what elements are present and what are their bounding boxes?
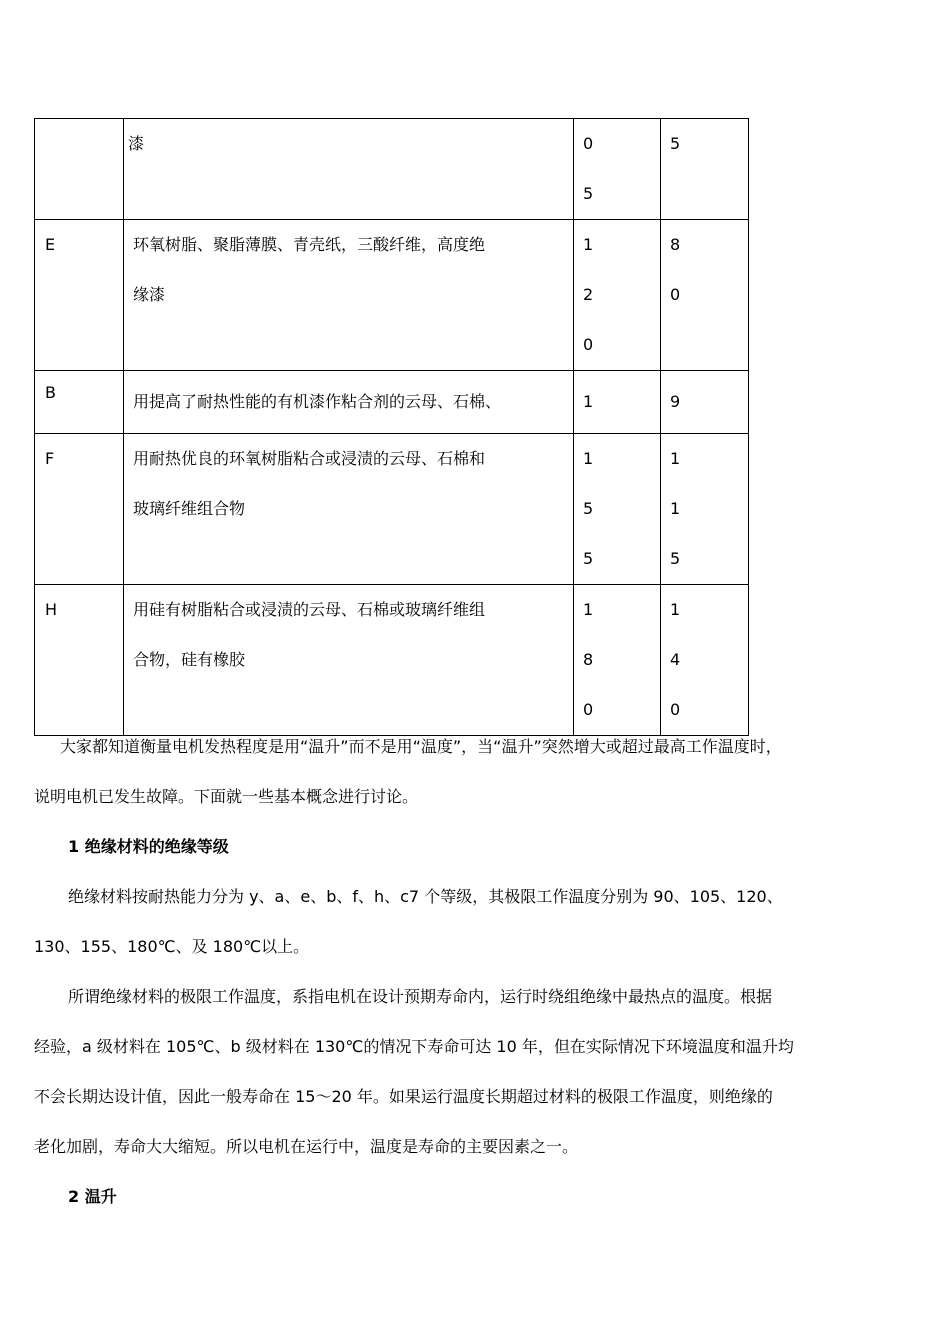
limit-temp-cell xyxy=(574,585,661,736)
limit-digit: 5 xyxy=(583,499,594,518)
rise-digit: 5 xyxy=(670,134,681,153)
class-label: H xyxy=(45,600,58,619)
class-cell xyxy=(35,220,124,371)
table-row xyxy=(35,434,749,585)
material-text: 用硅有树脂粘合或浸渍的云母、石棉或玻璃纤维组 xyxy=(133,600,486,619)
material-text: 环氧树脂、聚脂薄膜、青壳纸，三酸纤维，高度绝 xyxy=(133,235,486,254)
limit-digit: 5 xyxy=(583,549,594,568)
rise-digit: 9 xyxy=(670,392,681,411)
limit-temp-cell xyxy=(574,220,661,371)
limit-digit: 0 xyxy=(583,700,594,719)
section-1-paragraph-2-line-2: 经验，a 级材料在 105℃、b 级材料在 130℃的情况下寿命可达 10 年，但在实际情况下环境温度和温升均 xyxy=(34,1037,794,1056)
class-cell xyxy=(35,434,124,585)
rise-digit: 1 xyxy=(670,449,681,468)
rise-digit: 4 xyxy=(670,650,681,669)
class-label: E xyxy=(45,235,56,254)
limit-temp-cell xyxy=(574,434,661,585)
table-row xyxy=(35,585,749,736)
temp-rise-cell xyxy=(661,220,749,371)
material-text: 漆 xyxy=(128,134,145,153)
insulation-class-table xyxy=(34,118,749,736)
limit-digit: 8 xyxy=(583,650,594,669)
class-cell xyxy=(35,585,124,736)
limit-digit: 1 xyxy=(583,235,594,254)
class-cell xyxy=(35,119,124,220)
intro-line-1: 大家都知道衡量电机发热程度是用“温升”而不是用“温度”，当“温升”突然增大或超过最高工作温度时， xyxy=(60,737,782,756)
limit-digit: 0 xyxy=(583,134,594,153)
rise-digit: 0 xyxy=(670,700,681,719)
class-label: B xyxy=(45,383,56,402)
section-1-paragraph-2-line-3: 不会长期达设计值，因此一般寿命在 15～20 年。如果运行温度长期超过材料的极限工作温度，则绝缘的 xyxy=(34,1087,773,1106)
material-text: 玻璃纤维组合物 xyxy=(133,499,246,518)
limit-digit: 1 xyxy=(583,392,594,411)
material-text: 用提高了耐热性能的有机漆作粘合剂的云母、石棉、 xyxy=(133,392,502,411)
rise-digit: 1 xyxy=(670,600,681,619)
section-1-paragraph-1-line-2: 130、155、180℃、及 180℃以上。 xyxy=(34,937,310,956)
section-1-heading: 1 绝缘材料的绝缘等级 xyxy=(68,837,229,856)
temp-rise-cell xyxy=(661,434,749,585)
limit-digit: 1 xyxy=(583,600,594,619)
limit-digit: 1 xyxy=(583,449,594,468)
rise-digit: 0 xyxy=(670,285,681,304)
limit-temp-cell xyxy=(574,119,661,220)
section-1-paragraph-2-line-1: 所谓绝缘材料的极限工作温度，系指电机在设计预期寿命内，运行时绕组绝缘中最热点的温度。根据 xyxy=(68,987,773,1006)
section-2-heading: 2 温升 xyxy=(68,1187,117,1206)
material-text: 合物，硅有橡胶 xyxy=(133,650,246,669)
section-1-paragraph-2-line-4: 老化加剧，寿命大大缩短。所以电机在运行中，温度是寿命的主要因素之一。 xyxy=(34,1137,579,1156)
temp-rise-cell xyxy=(661,585,749,736)
temp-rise-cell xyxy=(661,371,749,434)
material-cell xyxy=(124,119,574,220)
limit-digit: 0 xyxy=(583,335,594,354)
class-cell xyxy=(35,371,124,434)
limit-temp-cell xyxy=(574,371,661,434)
material-cell xyxy=(124,434,574,585)
table-row xyxy=(35,220,749,371)
material-text: 用耐热优良的环氧树脂粘合或浸渍的云母、石棉和 xyxy=(133,449,486,468)
rise-digit: 1 xyxy=(670,499,681,518)
limit-digit: 5 xyxy=(583,184,594,203)
rise-digit: 8 xyxy=(670,235,681,254)
intro-line-2: 说明电机已发生故障。下面就一些基本概念进行讨论。 xyxy=(34,787,419,806)
table-row xyxy=(35,119,749,220)
material-cell xyxy=(124,371,574,434)
class-label: F xyxy=(45,449,55,468)
temp-rise-cell xyxy=(661,119,749,220)
material-cell xyxy=(124,220,574,371)
limit-digit: 2 xyxy=(583,285,594,304)
section-1-paragraph-1-line-1: 绝缘材料按耐热能力分为 y、a、e、b、f、h、c7 个等级，其极限工作温度分别为 90、105、120、 xyxy=(68,887,783,906)
rise-digit: 5 xyxy=(670,549,681,568)
table-row xyxy=(35,371,749,434)
material-cell xyxy=(124,585,574,736)
material-text: 缘漆 xyxy=(133,285,166,304)
